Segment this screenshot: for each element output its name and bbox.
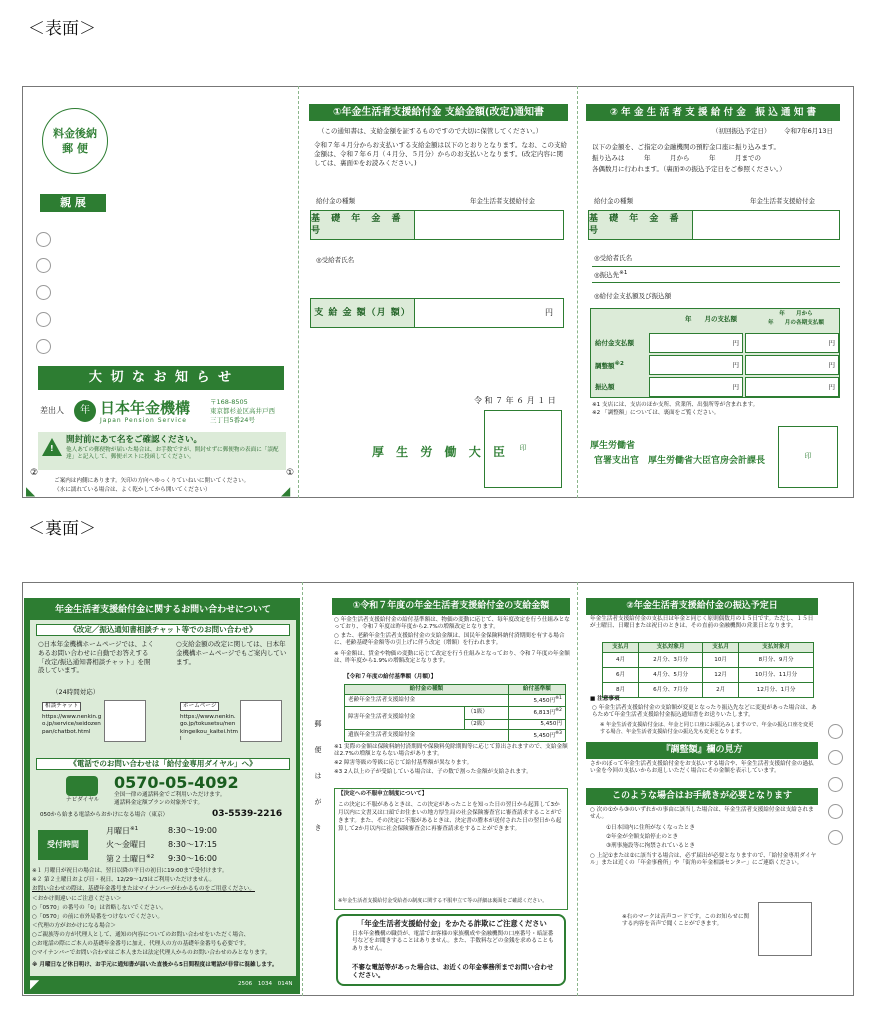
notice2-para2: 振り込みは 年 月から 年 月までの (592, 154, 761, 162)
hours-note-3: お問い合わせの際は、基礎年金番号またはマイナンバーがわかるものをご用意ください。 (32, 886, 255, 892)
table-note-3: ※3 2人以上の子が受給している場合は、子の数で割った金額が支給されます。 (334, 769, 532, 775)
seal-text: 印 (519, 444, 527, 453)
phone-desc-1: 全国一律の通話料金でご利用いただけます。 (114, 792, 226, 798)
fraud-title: 「年金生活者支援給付金」をかたる詐欺にご注意ください (357, 919, 547, 928)
minister-name: 厚 生 労 働 大 臣 (372, 445, 509, 459)
arrow-left-icon: ◣ (26, 484, 36, 498)
agent-title: ＜代理の方がおかけになる場合＞ (32, 923, 116, 929)
open-note: ご案内は内側にあります。矢印の方向へゆっくりていねいに開いてください。 (54, 478, 250, 484)
objection-text: この決定に不服があるときは、この決定があったことを知った日の翌日から起算して3か月以内に文書又は口頭でお住まいの地方厚生局の社会保険審査官に審査請求することができます。また、その決定に不服があるときは、決定書の謄本が送付された日の翌日から起算して2か月以内に社会保険審査会に再審査請求をすることができます。 (338, 802, 562, 833)
warning-box: ! 開封前にあて名をご確認ください。 他人あての郵便物が届いた場合は、お手数ですが、開封せずに郵便物の表面に「誤配達」と記入して、郵便ポストに投函してください。 (38, 432, 286, 470)
basic-number-label-2: 基 礎 年 金 番 号 (589, 211, 693, 239)
base-table-title: 【令和７年度の給付基準額（月額）】 (344, 674, 437, 680)
amount-explain-title: ①令和７年度の年金生活者支援給付金の支給金額 (332, 598, 570, 615)
official-seal: 印 (778, 426, 838, 488)
punch-hole (828, 804, 843, 819)
fraud-bold: 不審な電話等があった場合は、お近くの年金事務所までお問い合わせください。 (352, 963, 554, 980)
table-note-1: ※1 実際の金額は保険料納付済期間や保険料免除期間等に応じて算出されますので、支給金額は2.7%の増額とならない場合があります。 (334, 744, 568, 758)
chat-qr-code (104, 700, 146, 742)
postage-line1: 料金後納 (53, 126, 97, 140)
navi-dial-label: ナビダイヤル (66, 797, 100, 803)
home-tag: ホームページ (180, 702, 219, 711)
hours-time: 8:30～17:15 (168, 840, 218, 849)
procedure-item: ②年金が全額支給停止のとき (606, 834, 679, 840)
voice-code-box (758, 902, 812, 956)
phone-tokyo: 03-5539-2216 (212, 809, 283, 819)
voice-code-note: ※右のマークは音声コードです。このお知らせに関する内容を音声で聞くことができます。 (622, 914, 750, 928)
notice2-para3: 各偶数月に行われます。（裏面②の振込予定日をご参照ください。） (592, 165, 786, 173)
basic-number-box-2 (588, 210, 840, 240)
jps-logo-icon: 年 (74, 400, 96, 422)
base-amount-table (344, 684, 566, 742)
cell: 円 (745, 377, 839, 397)
row-label: 調整額$^{※2}$ (595, 361, 624, 371)
notice1-paragraph: 令和７年４月分からお支払いする支給金額は以下のとおりとなります。なお、この支給金額は、令和７年６月（４月分、５月分）からのお支払いとなります。(改定内容に関しては、裏面①をお読みください。) (314, 141, 567, 167)
address-line: 東京都杉並区高井戸西 (210, 407, 275, 415)
cautions-title: ＜おかけ間違いにご注意ください＞ (32, 896, 122, 902)
procedure-item: ①日本国内に住所がなくなったとき (606, 825, 695, 831)
recipient-label: ◎受給者氏名 (316, 256, 355, 264)
phone-number: 0570-05-4092 (114, 773, 239, 792)
arrow-right-icon: ◢ (281, 484, 291, 498)
minister-seal (484, 410, 562, 488)
confidential-label: 親 展 (40, 194, 106, 212)
inquiry-title: 年金生活者支援給付金に関するお問い合わせについて (55, 605, 271, 615)
objection-box (334, 788, 568, 910)
explain-p1: ○ 年金生活者支援給付金の給付基準額は、物価の変動に応じて、毎年度改定を行う仕組みとなっており、令和７年度は昨年度から2.7%の増額改定となります。 (334, 617, 570, 631)
form-code: 2506 1034 014N (238, 981, 293, 987)
warning-title: 開封前にあて名をご確認ください。 (66, 435, 203, 445)
payment-table (590, 308, 840, 398)
footnote-2: ※2 「調整額」については、裏面をご覧ください。 (592, 410, 720, 416)
punch-hole (36, 285, 51, 300)
phone-050-label: 050から始まる電話からおかけになる場合（東京） (40, 812, 169, 818)
corner-arrow-icon: ◤ (30, 977, 40, 991)
caution-2: ○「0570」の前に市外局番をつけないでください。 (32, 914, 163, 920)
notice2-para1: 以下の金額を、ご指定の金融機関の預貯金口座に振り込みます。 (592, 143, 780, 151)
table-header: 給付基準額 (508, 685, 565, 695)
amount-box (310, 298, 564, 328)
explain-p2: ○ また、老齢年金生活者支援給付金の支給金額は、国民年金保険料納付済期間を有する場合に、老齢基礎年金額等の引上げに伴う改定（増額）を行われます。 (334, 633, 565, 647)
kind-value: 年金生活者支援給付金 (470, 197, 535, 205)
col-header-1: 年 月の支払額 (685, 315, 737, 323)
chat-tag: 相談チャット (42, 702, 81, 711)
schedule-title: ②年金生活者支援給付金の振込予定日 (586, 598, 818, 615)
fraud-text: 日本年金機構の職員が、電話でお客様の家族構成や金融機関の口座番号・暗証番号などをお聞きすることはありません。また、手数料などの金銭を求めることもありません。 (352, 931, 554, 952)
basic-number-box (310, 210, 564, 240)
procedure-item: ③刑事施設等に拘禁されているとき (606, 843, 695, 849)
cell: 円 (649, 377, 743, 397)
postage-stamp (42, 108, 108, 174)
section-label-back: ＜裏面＞ (28, 519, 96, 539)
punch-hole (828, 750, 843, 765)
table-row: 障害年金生活者支援給付金 （1級） 6,813円$^{※2}$ (345, 707, 566, 719)
agent-1: ○ご親族等の方が代理人として、通知の内容についてのお問い合わせをいただく場合、 (32, 932, 250, 938)
hours-label: 受付時間 (38, 830, 88, 860)
hours-time: 8:30～19:00 (168, 826, 218, 835)
col-header-2a: 年 月から (779, 311, 813, 317)
caution-1: ○「0570」の番号の「0」は省略しないでください。 (32, 905, 167, 911)
destination-label: ◎振込先$^{※1}$ (594, 270, 628, 280)
mark-2: ② (30, 468, 39, 478)
cell: 円 (649, 333, 743, 353)
table-row: 4月 2月分、3月分 10月 8月分、9月分 (603, 653, 814, 668)
punch-hole (828, 777, 843, 792)
punch-hole (36, 339, 51, 354)
agent-2: ○お電話の際にご本人の基礎年金番号に加え、代理人の方の基礎年金番号も必要です。 (32, 941, 250, 947)
org-name: 日本年金機構 (100, 399, 191, 417)
cell: 円 (649, 355, 743, 375)
hours-day: 第２土曜日$^{※2}$ (106, 854, 155, 864)
hours-day: 火～金曜日 (106, 840, 146, 849)
punch-hole (36, 312, 51, 327)
table-row: 老齢年金生活者支援給付金 5,450円$^{※1}$ (345, 695, 566, 707)
chat-right-text: ○支給金額の改定に関しては、日本年金機構ホームページでもご案内しています。 (176, 640, 287, 666)
schedule-table: 支払月 支払対象月 支払月 支払対象月 4月 2月分、3月分 10月 8月分、9月分 6月 4月分、5月分 12月 10月分、11月分 8月 6月分、7月分 2月 12月分、1月分 (602, 642, 814, 698)
kind-label-2: 給付金の種類 (594, 197, 633, 205)
warning-text: 他人あての郵便物が届いた場合は、お手数ですが、開封せずに郵便物の表面に「誤配達」と記入して、郵便ポストに投函してください。 (66, 447, 279, 461)
hours-time: 9:30～16:00 (168, 854, 218, 863)
notice1-title: ①年金生活者支援給付金 支給金額(改定)通知書 (309, 104, 568, 121)
row-label: 給付金支払額 (595, 339, 634, 347)
notice1-note: （この通知書は、支給金額を証するものですので大切に保管してください。） (318, 127, 543, 135)
kind-value-2: 年金生活者支援給付金 (750, 197, 815, 205)
org-name-en: Japan Pension Service (100, 417, 187, 424)
notice-2: ※ 年金生活者支援給付金は、年金と同じ口座にお振込みしますので、年金の振込口座を変更する場合、年金生活者支援給付金の振込先も変更となります。 (600, 722, 814, 735)
table-row: （2級） 5,450円 (345, 719, 566, 729)
sender-label: 差出人 (40, 406, 64, 415)
kind-label: 給付金の種類 (316, 197, 355, 205)
objection-title: 【決定への不服申立制度について】 (338, 791, 428, 797)
postage-line2: 郵 便 (62, 142, 88, 155)
phone-desc-2: 通話料金定額プランの対象外です。 (114, 800, 204, 806)
amount-section-label: ◎給付金支払額及び振込額 (594, 292, 672, 300)
table-note-2: ※2 障害等級の等級に応じて給付基準額が異なります。 (334, 760, 473, 766)
schedule-p1: 年金生活者支援給付金の支払日は年金と同じく原則偶数月の１５日です。ただし、１５日が土曜日、日曜日または祝日のときは、その直前の金融機関の営業日となります。 (590, 616, 814, 630)
cell: 円 (745, 355, 839, 375)
table-row: 遺族年金生活者支援給付金 5,450円$^{※3}$ (345, 729, 566, 741)
hours-day: 月曜日$^{※1}$ (106, 826, 139, 836)
agent-3: ○マイナンバーでお問い合わせはご本人または法定代理人からのお問い合わせのみとなります。 (32, 950, 271, 956)
chat-header: 《改定／振込通知書相談チャット等でのお問い合わせ》 (36, 624, 290, 636)
procedure-title: このような場合はお手続きが必要となります (586, 788, 818, 805)
chat-left-hours: （24時間対応） (52, 688, 100, 696)
navi-dial-icon (66, 776, 98, 796)
punch-hole (36, 232, 51, 247)
chat-left-text: ○日本年金機構ホームページでは、よくあるお問い合わせに自動でお答えする「改定/振込通知書相談チャット」を開設しています。 (38, 640, 155, 675)
adjustment-title: 『調整額』欄の見方 (586, 742, 818, 759)
table-header: 給付金の種類 (345, 685, 509, 695)
col-header-2b: 年 月の各期支払額 (768, 320, 824, 326)
explain-p3: ※ 年金額は、賃金や物価の変動に応じて改定を行う仕組みとなっており、令和７年度の年金額は、昨年度から1.9%の増額改定となります。 (334, 651, 570, 665)
address-line: 三丁目5番24号 (210, 416, 255, 424)
notice2-title: ② 年 金 生 活 者 支 援 給 付 金 振 込 通 知 書 (586, 104, 840, 121)
procedure-intro: ○ 次の①から③のいずれかの事由に該当した場合は、年金生活者支援給付金は支給されません。 (590, 807, 814, 821)
important-notice-banner: 大 切 な お 知 ら せ (38, 366, 284, 390)
objection-foot: ※年金生活者支援給付金受給者の制度に関する不服申立て等の詳細は裏面をご確認ください。 (338, 898, 548, 904)
punch-hole (36, 258, 51, 273)
initial-payment-date: 令和7年6月13日 (784, 127, 834, 135)
ministry-name: 厚生労働省 (590, 441, 636, 451)
footer-note: ※ 月曜日など休日明け、お手元に通知書が届いた直後から5日間程度は電話が非常に混雑します。 (32, 962, 278, 968)
row-label: 振込額 (595, 383, 615, 391)
home-url[interactable]: https://www.nenkin.go.jp/tokusetsu/nenkingeikou_kaitei.html (180, 714, 238, 742)
recipient-label-2: ◎受給者氏名 (594, 254, 633, 262)
amount-label: 支 給 金 額（月 額） (311, 299, 415, 327)
open-note-sub: （水に濡れている場合は、よく乾かしてから開いてください） (54, 487, 211, 493)
official-name: 官署支出官 厚生労働省大臣官房会計課長 (594, 456, 766, 466)
notice-title: ■ 注意事項 (590, 696, 620, 702)
adjustment-text: さかのぼって年金生活者支援給付金をお支払いする場合や、年金生活者支援給付金の過払い金を今回の支払いからお返しいただく場合にその金額を表示しています。 (590, 761, 814, 775)
address-line: 〒168-8505 (210, 398, 248, 406)
notice-1: ○ 年金生活者支援給付金の支給額が変更となったり振込先などに変更があった場合は、あらためて年金生活者支援給付金振込通知書をお送りいたします。 (592, 705, 817, 719)
procedure-note: ○ 上記①または②に該当する場合は、必ず届出が必要となりますので、「給付金専用ダイヤル」または近くの「年金事務所」や「街角の年金相談センター」にご連絡ください。 (590, 853, 817, 867)
issue-date: 令 和 ７ 年 ６ 月 １ 日 (474, 396, 556, 405)
home-qr-code (240, 700, 282, 742)
basic-number-label: 基 礎 年 金 番 号 (311, 211, 415, 239)
phone-header: 《電話でのお問い合わせは「給付金専用ダイヤル」へ》 (36, 758, 290, 770)
table-row: 8月 6月分、7月分 2月 12月分、1月分 (603, 683, 814, 698)
punch-hole (828, 724, 843, 739)
initial-payment-label: （初回振込予定日） (712, 127, 771, 135)
section-label-front: ＜表面＞ (28, 19, 96, 39)
sender-block (40, 398, 290, 428)
postcard-vertical-label: 郵 便 は が き (314, 720, 322, 837)
amount-yen: 円 (545, 308, 553, 317)
footnote-1: ※1 支店には、支店のほか支所、営業所、出張所等が含まれます。 (592, 402, 759, 408)
table-row: 6月 4月分、5月分 12月 10月分、11月分 (603, 668, 814, 683)
mark-1: ① (286, 468, 295, 478)
hours-note-1: ※１ 月曜日が祝日の場合は、翌日以降の平日の初日に19:00まで受付けます。 (32, 868, 228, 874)
chat-url[interactable]: https://www.nenkin.go.jp/service/seidozenpan/chatbot.html (42, 714, 102, 735)
punch-hole (828, 830, 843, 845)
hours-note-2: ※２ 第２土曜日および日・祝日、12/29～1/3はご利用いただけません。 (32, 877, 215, 883)
fraud-box (336, 914, 566, 986)
cell: 円 (745, 333, 839, 353)
